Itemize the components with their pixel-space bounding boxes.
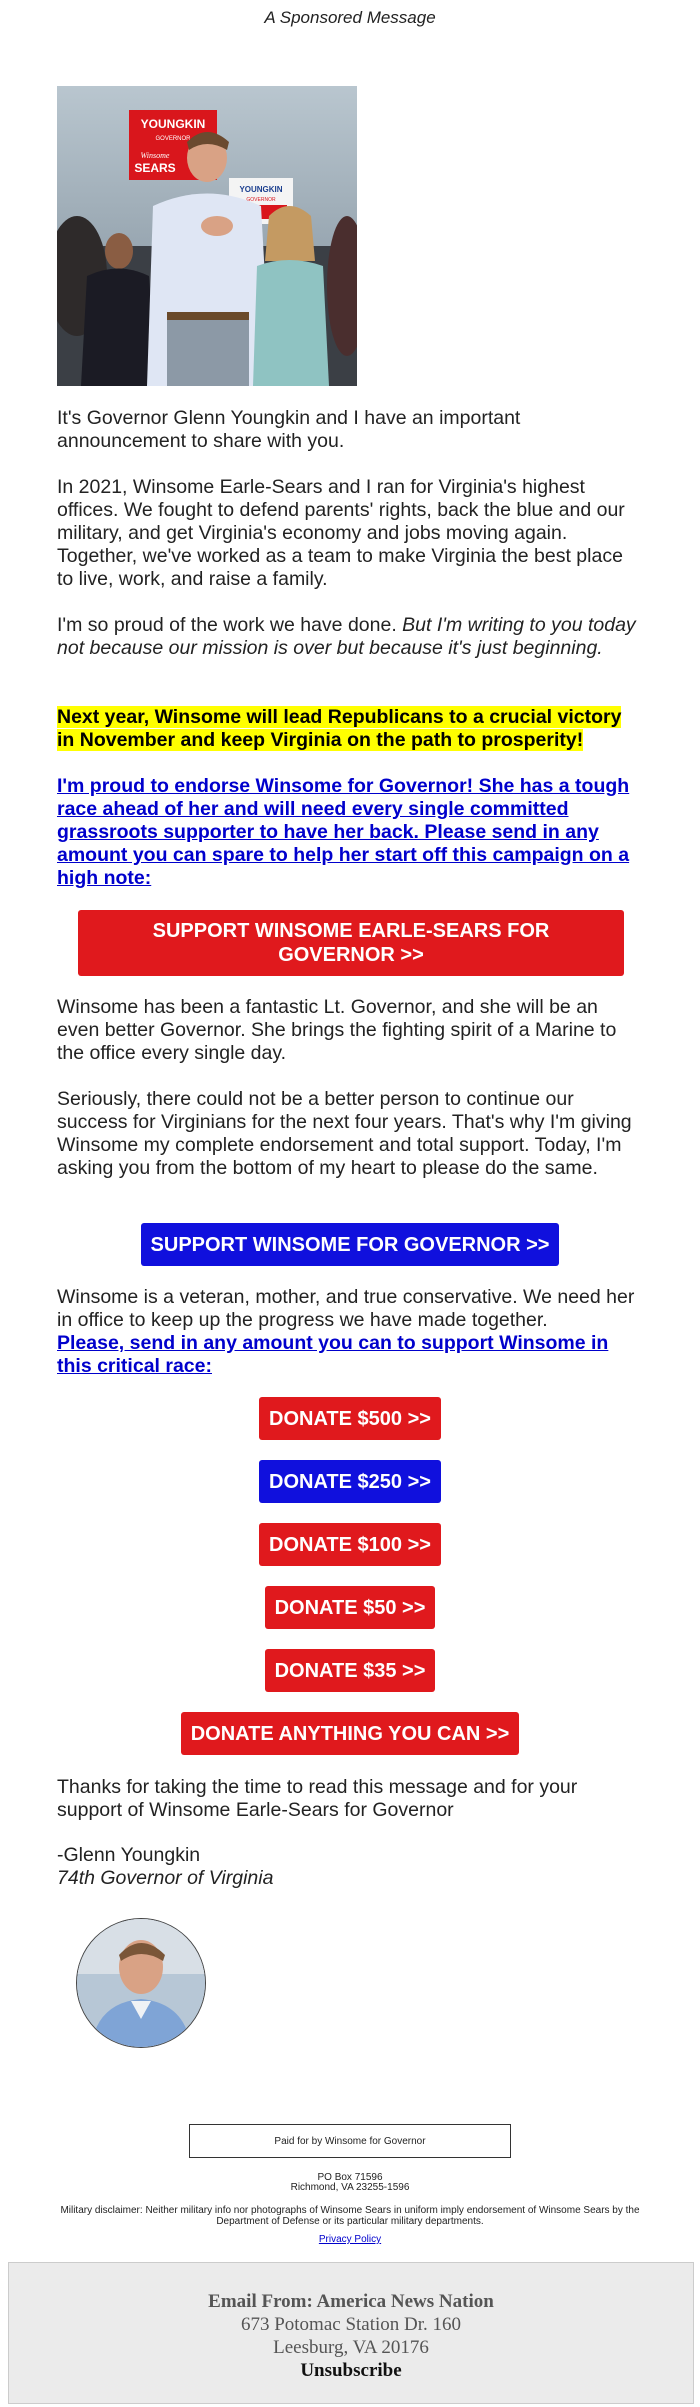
signoff-title: 74th Governor of Virginia bbox=[57, 1867, 274, 1889]
city-line: Richmond, VA 23255-1596 bbox=[290, 2182, 410, 2193]
paragraph-proud-plain: I'm so proud of the work we have done. bbox=[57, 614, 403, 636]
support-winsome-button[interactable]: SUPPORT WINSOME FOR GOVERNOR >> bbox=[141, 1223, 559, 1266]
donate-50-button[interactable]: DONATE $50 >> bbox=[265, 1586, 435, 1629]
endorse-link[interactable]: I'm proud to endorse Winsome for Governor! She has a tough race ahead of her and will need every single committed grassroots supporter to have her back. Please send in any amount you can spare to help her start off this campaign on a high note: bbox=[57, 775, 630, 889]
unsubscribe-link[interactable]: Unsubscribe bbox=[300, 2360, 402, 2381]
donate-35-button[interactable]: DONATE $35 >> bbox=[265, 1649, 435, 1692]
hero-photo bbox=[57, 86, 357, 386]
sign-text: YOUNGKIN bbox=[140, 117, 206, 131]
donate-anything-button[interactable]: DONATE ANYTHING YOU CAN >> bbox=[181, 1712, 519, 1755]
paragraph-intro: It's Governor Glenn Youngkin and I have an important announcement to share with you. bbox=[57, 407, 521, 452]
support-earle-sears-button[interactable]: SUPPORT WINSOME EARLE-SEARS FOR GOVERNOR >> bbox=[78, 910, 624, 976]
avatar-illustration bbox=[77, 1919, 205, 2047]
donate-100-button[interactable]: DONATE $100 >> bbox=[259, 1523, 441, 1566]
donate-500-button[interactable]: DONATE $500 >> bbox=[259, 1397, 441, 1440]
footer-address-line1: 673 Potomac Station Dr. 160 bbox=[240, 2314, 462, 2335]
avatar bbox=[76, 1918, 206, 2048]
hero-photo-illustration bbox=[57, 86, 357, 386]
sign-text: GOVERNOR bbox=[155, 136, 191, 142]
paragraph-thanks: Thanks for taking the time to read this message and for your support of Winsome Earle-Sears for Governor bbox=[57, 1776, 578, 1821]
sign-text: Winsome bbox=[140, 151, 170, 160]
sign-text: SEARS bbox=[134, 161, 176, 175]
paragraph-proud bbox=[57, 614, 643, 660]
sign-text: YOUNGKIN bbox=[239, 185, 283, 194]
paragraph-2021: In 2021, Winsome Earle-Sears and I ran for Virginia's highest offices. We fought to defend parents' rights, back the blue and our military, and get Virginia's economy and jobs moving again. Together, we've worked as a team to make Virginia the best place to live, work, and raise a family. bbox=[57, 476, 625, 590]
sponsored-label: A Sponsored Message bbox=[264, 8, 436, 27]
donate-250-button[interactable]: DONATE $250 >> bbox=[259, 1460, 441, 1503]
send-link[interactable]: Please, send in any amount you can to support Winsome in this critical race: bbox=[57, 1332, 609, 1377]
military-disclaimer: Military disclaimer: Neither military info nor photographs of Winsome Sears in uniform imply endorsement of Winsome Sears by the Department of Defense or its particular military departments. bbox=[60, 2205, 640, 2227]
signoff-name: -Glenn Youngkin bbox=[57, 1844, 201, 1866]
paragraph-fantastic: Winsome has been a fantastic Lt. Governor, and she will be an even better Governor. She brings the fighting spirit of a Marine to the office every single day. bbox=[57, 996, 617, 1064]
highlight-paragraph: Next year, Winsome will lead Republicans to a crucial victory in November and keep Virginia on the path to prosperity! bbox=[57, 706, 622, 751]
footer-address-line2: Leesburg, VA 20176 bbox=[273, 2337, 429, 2358]
po-box: PO Box 71596 bbox=[317, 2172, 383, 2183]
footer-email-from: Email From: America News Nation bbox=[208, 2291, 494, 2312]
privacy-policy-link[interactable]: Privacy Policy bbox=[318, 2234, 382, 2245]
paid-for-box: Paid for by Winsome for Governor bbox=[189, 2124, 511, 2158]
signoff bbox=[57, 1844, 643, 1890]
paragraph-seriously: Seriously, there could not be a better person to continue our success for Virginians for the next four years. That's why I'm giving Winsome my complete endorsement and total support. Today, I'm asking you from the bottom of my heart to please do the same. bbox=[57, 1088, 632, 1179]
sign-text: GOVERNOR bbox=[246, 197, 276, 203]
paragraph-veteran: Winsome is a veteran, mother, and true conservative. We need her in office to keep up the progress we have made together. Please, send in any amount you can to support Winsome in this critical race: bbox=[57, 1286, 635, 1377]
paragraph-proud-italic: But I'm writing to you today not because our mission is over but because it's just beginning. bbox=[57, 614, 636, 659]
footer bbox=[8, 2262, 694, 2404]
